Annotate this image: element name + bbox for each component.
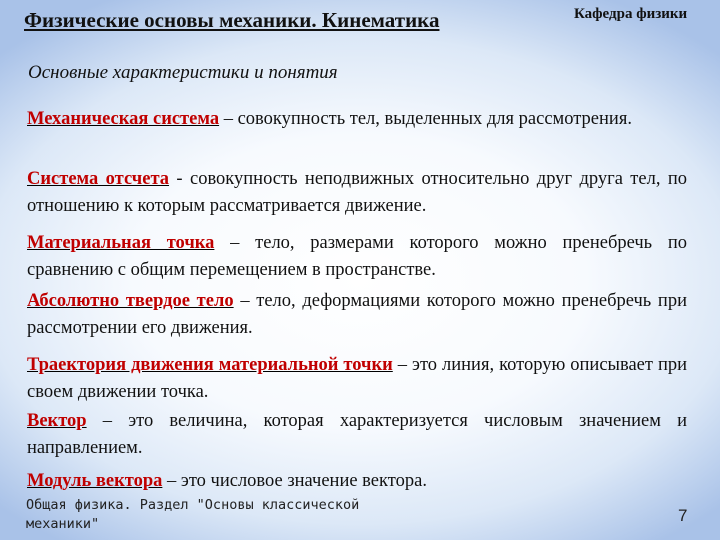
slide-title: Физические основы механики. Кинематика — [24, 8, 440, 32]
definition-term: Вектор — [27, 411, 87, 431]
definition-vector-magnitude — [27, 468, 687, 495]
definition-text: – это числовое значение вектора. — [162, 471, 427, 491]
definition-term: Модуль вектора — [27, 471, 163, 491]
page-number: 7 — [678, 506, 688, 525]
slide-footer: Общая физика. Раздел "Основы классической механики" — [26, 497, 360, 532]
definition-text: – тело, размерами которого можно пренебречь по сравнению с общим перемещением в пространстве. — [27, 233, 687, 280]
definition-mechanical-system — [27, 106, 687, 133]
definition-material-point — [27, 230, 687, 284]
definition-text: - совокупность неподвижных относительно друг друга тел, по отношению к которым рассматривается движение. — [27, 169, 688, 216]
definition-term: Траектория движения материальной точки — [27, 355, 393, 375]
definition-text: – совокупность тел, выделенных для рассмотрения. — [219, 109, 632, 129]
department-label: Кафедра физики — [574, 6, 688, 22]
definition-term: Механическая система — [27, 109, 220, 129]
definition-term: Абсолютно твердое тело — [27, 291, 234, 311]
definition-term: Система отсчета — [27, 169, 170, 189]
definition-rigid-body — [27, 288, 687, 342]
definition-text: – тело, деформациями которого можно пренебречь при рассмотрении его движения. — [27, 291, 687, 338]
definition-trajectory — [27, 352, 687, 406]
slide-subtitle: Основные характеристики и понятия — [28, 62, 338, 83]
definition-term: Материальная точка — [27, 233, 215, 253]
definition-vector — [27, 408, 687, 462]
definition-text: – это линия, которую описывает при своем движении точка. — [27, 355, 687, 402]
definition-reference-system — [27, 166, 687, 220]
definition-text: – это величина, которая характеризуется числовым значением и направлением. — [27, 411, 687, 458]
